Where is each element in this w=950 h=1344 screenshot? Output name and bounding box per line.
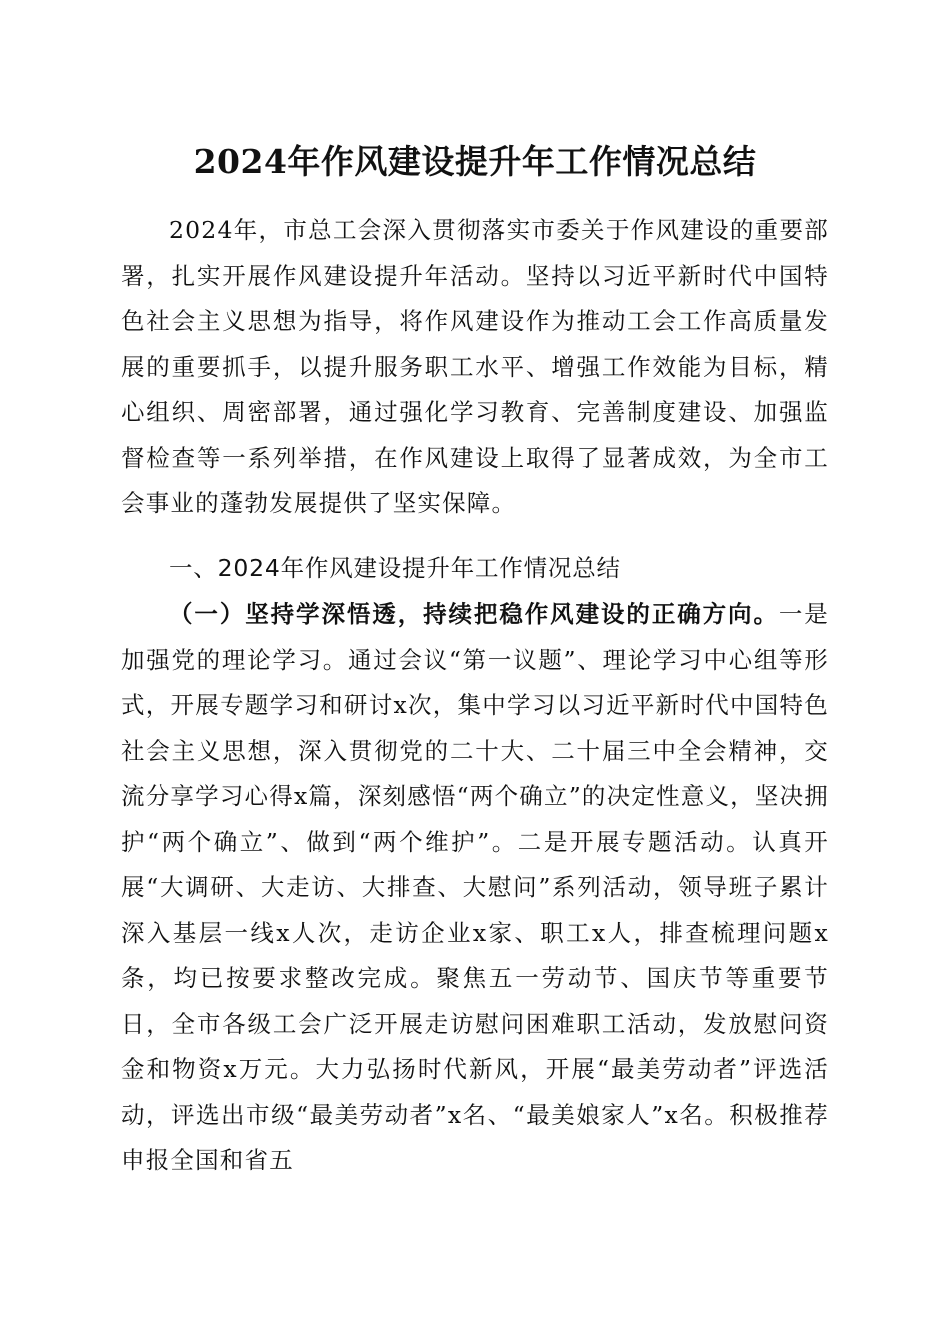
section-heading: 一、2024年作风建设提升年工作情况总结 [169,554,621,582]
subsection-body: 一是加强党的理论学习。通过会议“第一议题”、理论学习中心组等形式，开展专题学习和研讨x次，集中学习以习近平新时代中国特色社会主义思想，深入贯彻党的二十大、二十届三中全会精神，交流分享学习心得x篇，深刻感悟“两个确立”的决定性意义，坚决拥护“两个确立”、做到“两个维护”。二是开展专题活动。认真开展“大调研、大走访、大排查、大慰问”系列活动，领导班子累计深入基层一线x人次，走访企业x家、职工x人，排查梳理问题x条，均已按要求整改完成。聚焦五一劳动节、国庆节等重要节日，全市各级工会广泛开展走访慰问困难职工活动，发放慰问资金和物资x万元。大力弘扬时代新风，开展“最美劳动者”评选活动，评选出市级“最美劳动者”x名、“最美娘家人”x名。积极推荐申报全国和省五 [121,600,829,1174]
subsection-heading: （一）坚持学深悟透，持续把稳作风建设的正确方向。 [169,600,779,628]
intro-paragraph: 2024年，市总工会深入贯彻落实市委关于作风建设的重要部署，扎实开展作风建设提升年活动。坚持以习近平新时代中国特色社会主义思想为指导，将作风建设作为推动工会工作高质量发展的重要抓手，以提升服务职工水平、增强工作效能为目标，精心组织、周密部署，通过强化学习教育、完善制度建设、加强监督检查等一系列举措，在作风建设上取得了显著成效，为全市工会事业的蓬勃发展提供了坚实保障。 [121,216,829,517]
document-title: 2024年作风建设提升年工作情况总结 [193,142,757,181]
subsection-paragraph [121,592,829,1184]
